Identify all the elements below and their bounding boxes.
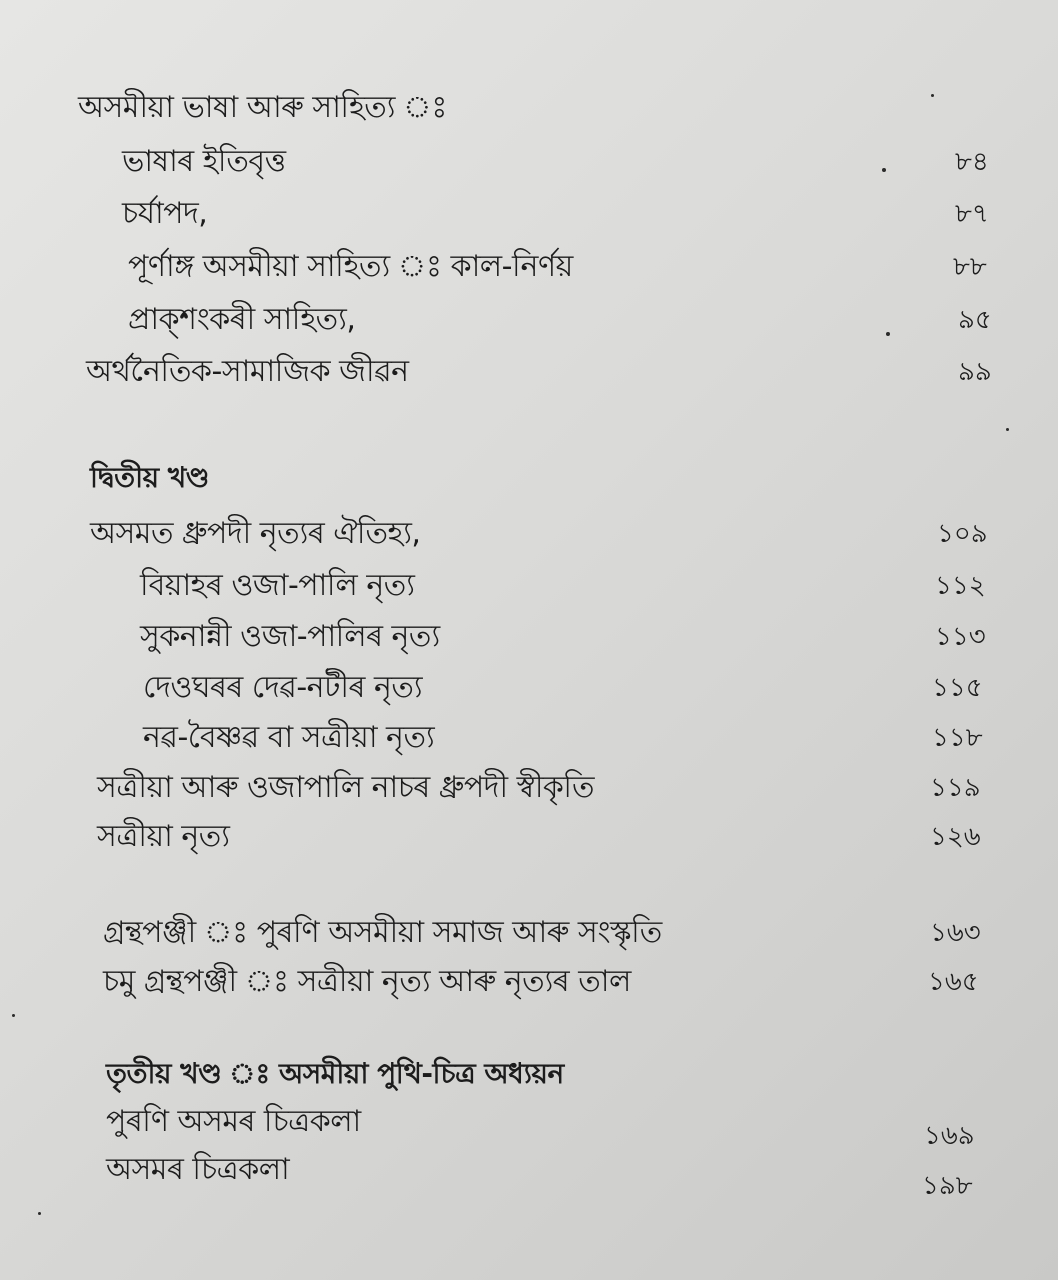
entry-page-number: ১৬৩ <box>930 918 981 948</box>
toc-section-heading <box>0 456 1058 506</box>
entry-title: প্ৰাক্‌শংকৰী সাহিত্য, <box>128 302 356 337</box>
entry-page-number: ১১৮ <box>932 723 983 753</box>
entry-title: গ্ৰন্থপঞ্জী ঃ পুৰণি অসমীয়া সমাজ আৰু সংস্কৃতি <box>103 915 662 950</box>
toc-entry <box>0 716 1058 766</box>
toc-entry <box>0 298 1058 348</box>
entry-page-number: ১২৬ <box>930 822 981 852</box>
entry-page-number: ১৬৯ <box>924 1121 975 1151</box>
entry-page-number: ৮৪ <box>955 147 989 177</box>
entry-title: ভাষাৰ ইতিবৃত্ত <box>122 144 286 179</box>
entry-title: বিয়াহৰ ওজা-পালি নৃত্য <box>140 568 415 603</box>
entry-page-number: ১১৩ <box>935 622 986 652</box>
toc-entry <box>0 911 1058 961</box>
toc-entry <box>0 615 1058 665</box>
toc-entry <box>0 564 1058 614</box>
entry-page-number: ৯৯ <box>958 357 992 387</box>
entry-title: সুকনান্নী ওজা-পালিৰ নৃত্য <box>140 619 440 654</box>
entry-page-number: ১৬৫ <box>928 967 979 997</box>
paper-speck <box>12 1014 15 1017</box>
entry-page-number: ১৯৮ <box>922 1171 973 1201</box>
entry-page-number: ৮৭ <box>955 199 989 229</box>
paper-speck <box>882 168 886 172</box>
paper-speck <box>931 94 934 97</box>
toc-entry <box>0 666 1058 716</box>
toc-entry <box>0 766 1058 816</box>
entry-page-number: ১১৯ <box>930 773 981 803</box>
entry-page-number: ১১৫ <box>932 673 983 703</box>
entry-title: পূৰ্ণাঙ্গ অসমীয়া সাহিত্য ঃ কাল-নিৰ্ণয় <box>128 249 573 284</box>
toc-entry <box>0 192 1058 242</box>
toc-section-heading <box>0 1052 1058 1102</box>
entry-title: অৰ্থনৈতিক-সামাজিক জীৱন <box>86 354 409 389</box>
entry-page-number: ১১২ <box>935 571 986 601</box>
toc-entry <box>0 1100 1058 1150</box>
toc-entry <box>0 512 1058 562</box>
entry-title: নৱ-বৈষ্ণৱ বা সত্ৰীয়া নৃত্য <box>143 720 435 755</box>
entry-title: দেওঘৰৰ দেৱ-নটীৰ নৃত্য <box>143 670 423 705</box>
section-title: দ্বিতীয় খণ্ড <box>90 461 210 494</box>
entry-page-number: ১০৯ <box>937 519 988 549</box>
entry-title: সত্ৰীয়া আৰু ওজাপালি নাচৰ ধ্ৰুপদী স্বীকৃতি <box>97 770 594 805</box>
section-title: অসমীয়া ভাষা আৰু সাহিত্য ঃ <box>78 90 447 125</box>
entry-title: অসমৰ চিত্ৰকলা <box>106 1152 290 1187</box>
entry-title: চমু গ্ৰন্থপঞ্জী ঃ সত্ৰীয়া নৃত্য আৰু নৃত্যৰ তাল <box>103 964 631 999</box>
toc-entry <box>0 140 1058 190</box>
toc-entry <box>0 245 1058 295</box>
paper-speck <box>1006 428 1009 431</box>
entry-title: অসমত ধ্ৰুপদী নৃত্যৰ ঐতিহ্য, <box>90 516 421 551</box>
paper-speck <box>886 332 890 336</box>
toc-section-heading <box>0 86 1058 136</box>
entry-title: সত্ৰীয়া নৃত্য <box>97 819 230 854</box>
toc-entry <box>0 960 1058 1010</box>
entry-title: চৰ্যাপদ, <box>122 196 208 231</box>
entry-page-number: ৯৫ <box>958 305 992 335</box>
entry-title: পুৰণি অসমৰ চিত্ৰকলা <box>106 1104 361 1139</box>
section-title: তৃতীয় খণ্ড ঃ অসমীয়া পুথি-চিত্ৰ অধ্যয়ন <box>106 1057 564 1090</box>
toc-entry <box>0 1148 1058 1201</box>
toc-entry <box>0 815 1058 865</box>
paper-speck <box>38 1212 41 1215</box>
entry-page-number: ৮৮ <box>953 252 987 282</box>
toc-entry <box>0 350 1058 400</box>
